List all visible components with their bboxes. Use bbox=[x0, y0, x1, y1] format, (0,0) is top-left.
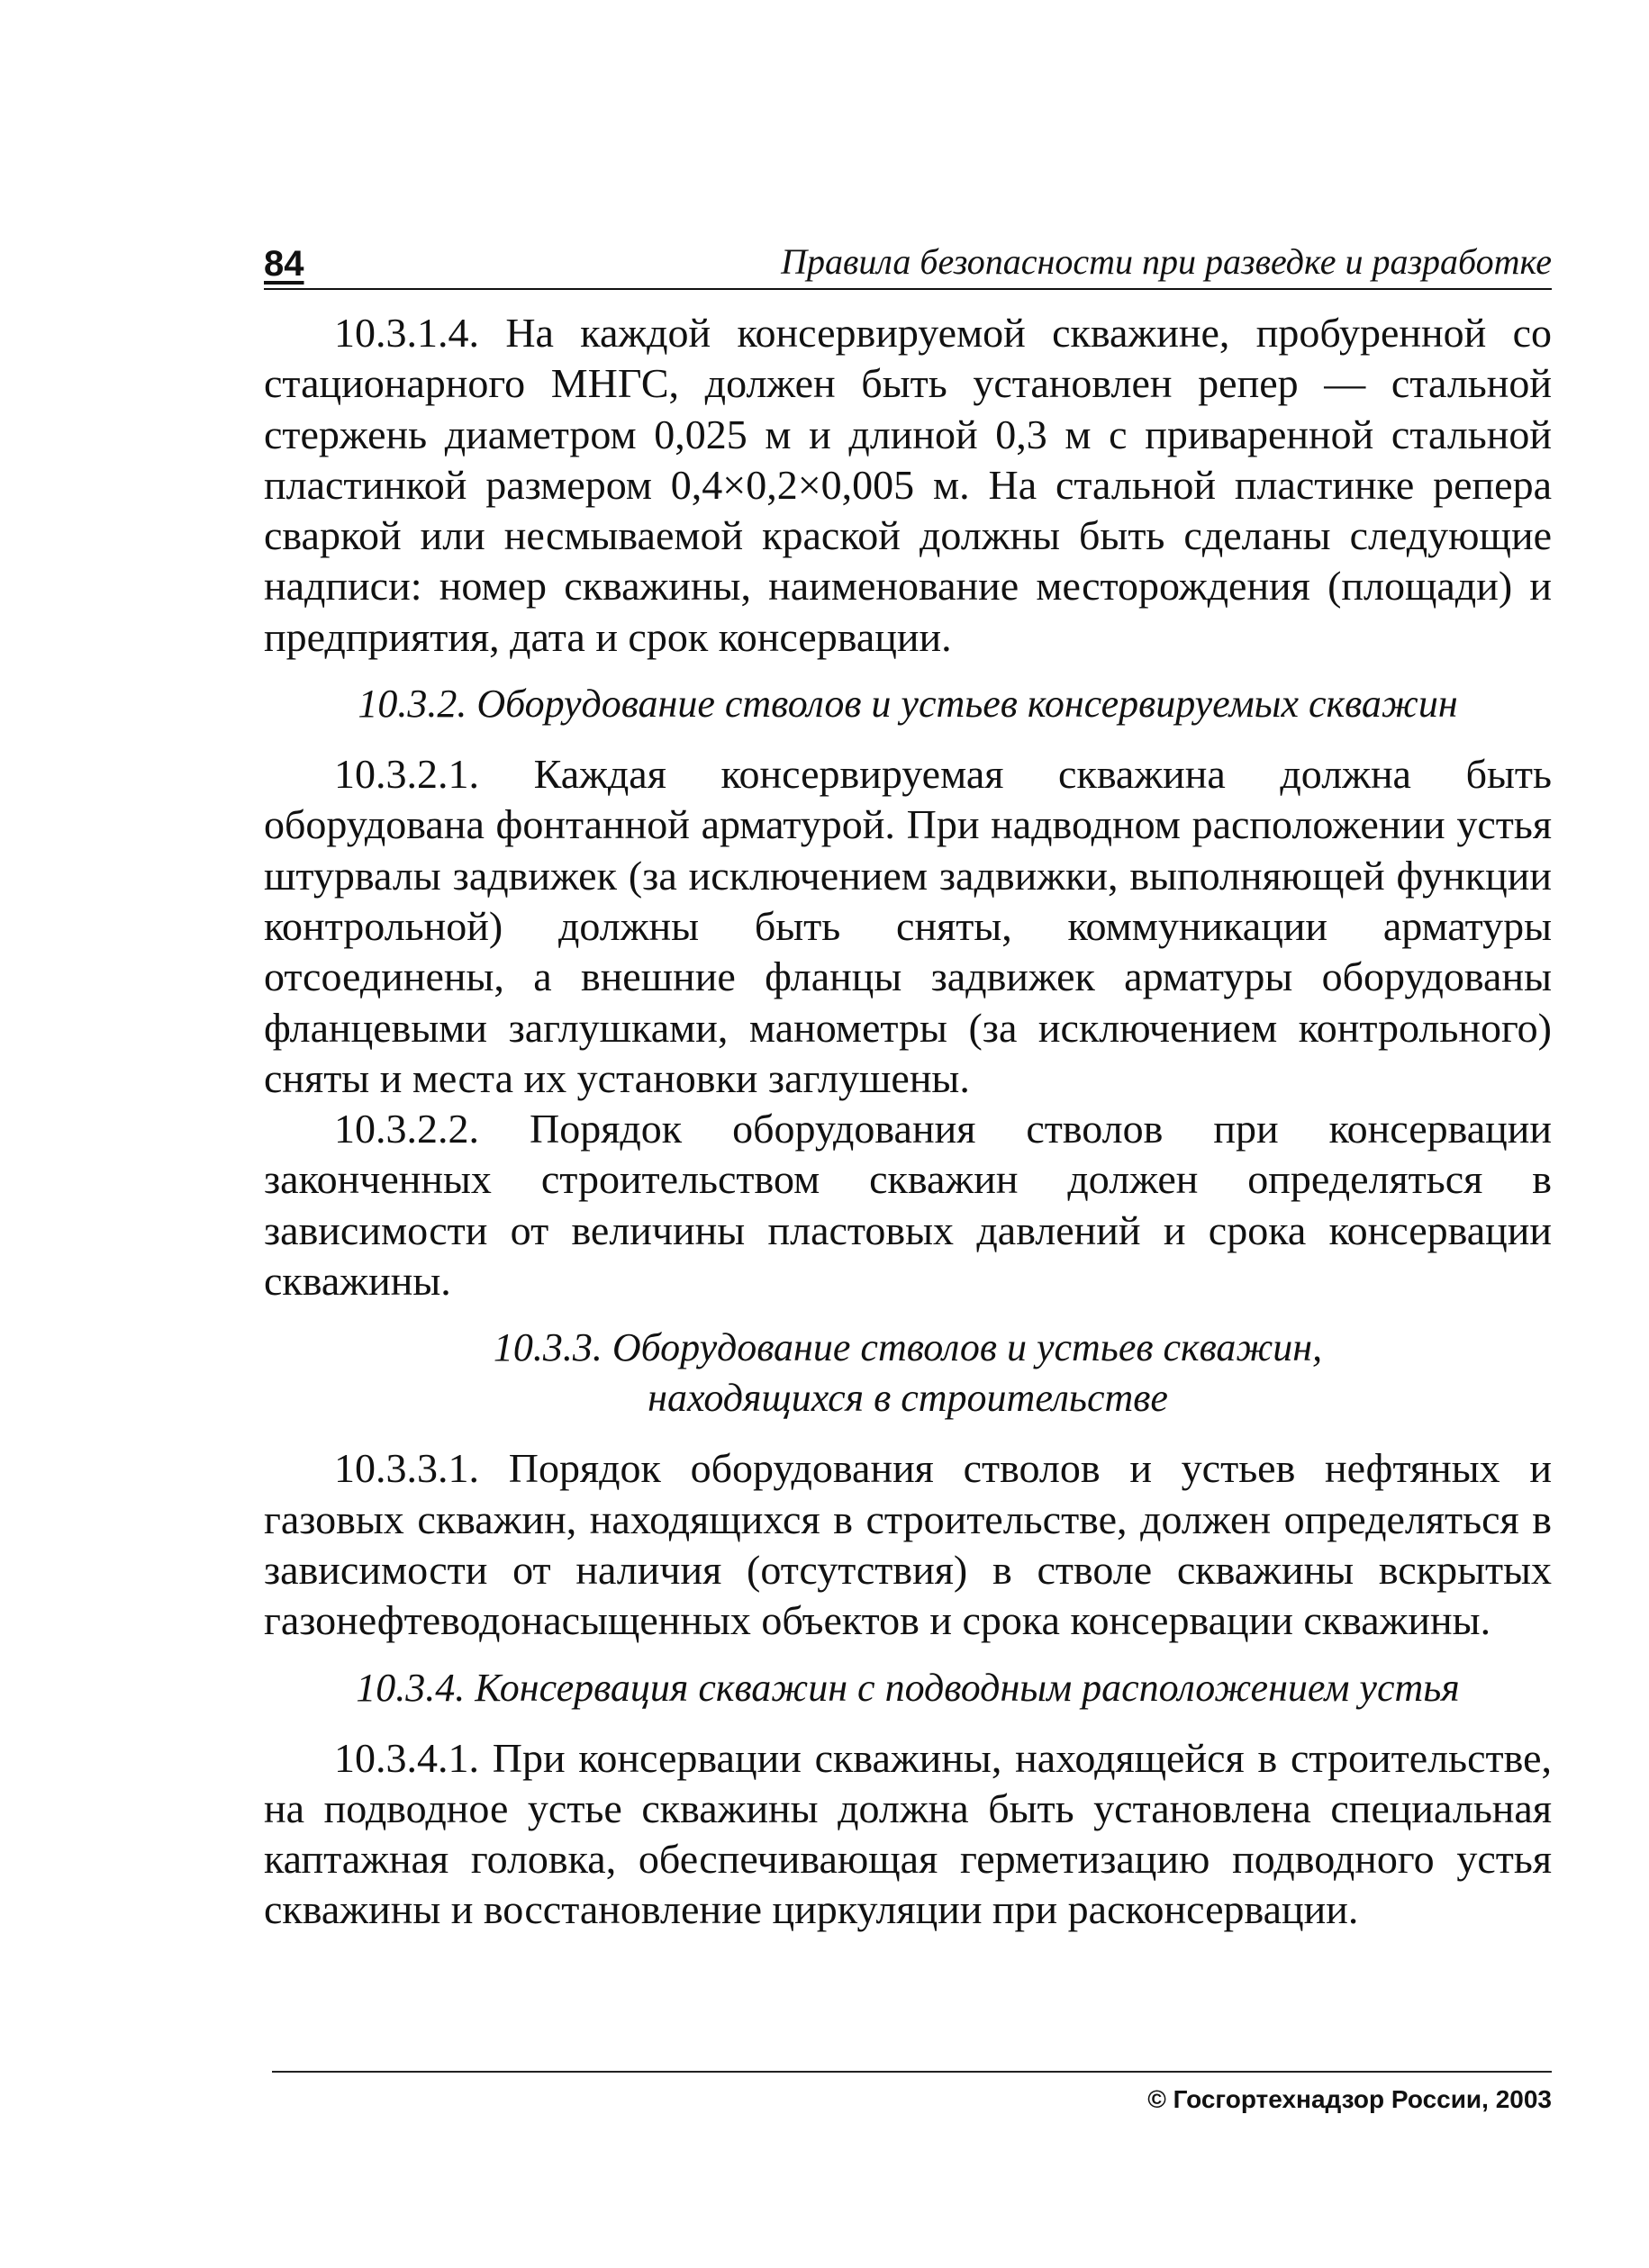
copyright-notice: © Госгортехнадзор России, 2003 bbox=[1147, 2085, 1552, 2113]
paragraph-10-3-4-1: 10.3.4.1. При консервации скважины, находящейся в строительстве, на подводное устье скважины должна быть установлена специальная каптажная головка, обеспечивающая герметизацию подводного устья скважины и восстановление циркуляции при расконсервации. bbox=[264, 1734, 1552, 1933]
page-number: 84 bbox=[264, 244, 304, 284]
paragraph-10-3-2-2: 10.3.2.2. Порядок оборудования стволов при консервации законченных строительством скважин должен определяться в зависимости от величины пластовых давлений и срока консервации скважины. bbox=[264, 1106, 1552, 1305]
footer-divider bbox=[272, 2071, 1552, 2073]
section-heading-line-1: 10.3.3. Оборудование стволов и устьев скважин, bbox=[493, 1325, 1323, 1370]
section-heading-10-3-2 bbox=[264, 679, 1552, 729]
paragraph-10-3-1-4: 10.3.1.4. На каждой консервируемой скважине, пробуренной со стационарного МНГС, должен быть установлен репер — стальной стержень диаметром 0,025 м и длиной 0,3 м с приваренной стальной пластинкой размером 0,4×0,2×0,005 м. На стальной пластинке репера сваркой или несмываемой краской должны быть сделаны следующие надписи: номер скважины, наименование месторождения (площади) и предприятия, дата и срок консервации. bbox=[264, 310, 1552, 660]
section-heading-10-3-4 bbox=[264, 1663, 1552, 1713]
section-heading-10-3-3 bbox=[264, 1323, 1552, 1423]
section-heading-text: 10.3.2. Оборудование стволов и устьев консервируемых скважин bbox=[358, 682, 1458, 727]
running-title: Правила безопасности при разведке и разработке bbox=[781, 241, 1552, 282]
paragraph-10-3-2-1: 10.3.2.1. Каждая консервируемая скважина должна быть оборудована фонтанной арматурой. При надводном расположении устья штурвалы задвижек (за исключением задвижки, выполняющей функции контрольной) должны быть сняты, коммуникации арматуры отсоединены, а внешние фланцы задвижек арматуры оборудованы фланцевыми заглушками, манометры (за исключением контрольного) сняты и места их установки заглушены. bbox=[264, 751, 1552, 1101]
body-text bbox=[264, 308, 1552, 1936]
section-heading-line-2: находящихся в строительстве bbox=[648, 1376, 1168, 1421]
document-page bbox=[264, 232, 1552, 1936]
section-heading-text: 10.3.4. Консервация скважин с подводным расположением устья bbox=[356, 1665, 1460, 1710]
paragraph-10-3-3-1: 10.3.3.1. Порядок оборудования стволов и устьев нефтяных и газовых скважин, находящихся в строительстве, должен определяться в зависимости от наличия (отсутствия) в стволе скважины вскрытых газонефтеводонасыщенных объектов и срока консервации скважины. bbox=[264, 1445, 1552, 1644]
running-header bbox=[264, 232, 1552, 290]
